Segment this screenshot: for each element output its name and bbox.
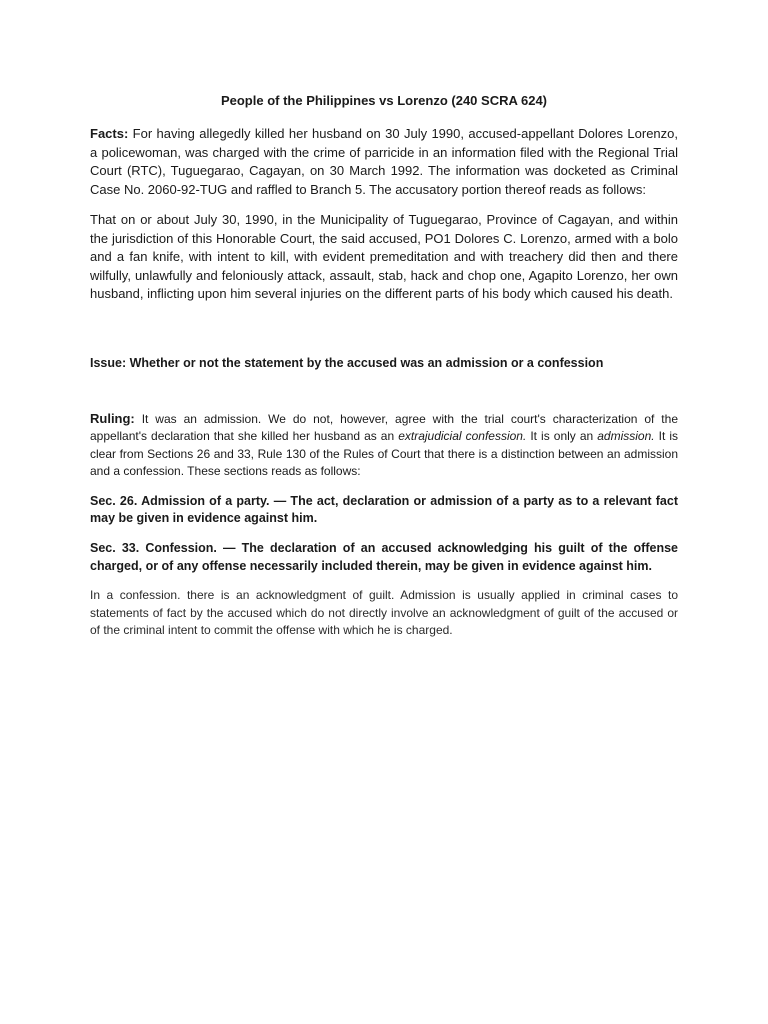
closing-paragraph: In a confession. there is an acknowledgment of guilt. Admission is usually applied in criminal cases to statements of fact by the accused which do not directly involve an acknowledgment of guilt of the accused or of the criminal intent to commit the offense with which he is charged. (90, 588, 678, 638)
ruling-text-3: It is clear from Sections 26 and 33, Rule 130 of the Rules of Court that there is a distinction between an admission and a confession. These sections reads as follows: (90, 429, 678, 479)
section-33-paragraph: Sec. 33. Confession. — The declaration of an accused acknowledging his guilt of the offense charged, or of any offense necessarily included therein, may be given in evidence against him. (90, 541, 678, 573)
document-title: People of the Philippines vs Lorenzo (240 SCRA 624) (220, 93, 548, 108)
section-26-paragraph: Sec. 26. Admission of a party. — The act, declaration or admission of a party as to a relevant fact may be given in evidence against him. (90, 493, 678, 526)
accusatory-paragraph: That on or about July 30, 1990, in the Municipality of Tuguegarao, Province of Cagayan, and within the jurisdiction of this Honorable Court, the said accused, PO1 Dolores C. Lorenzo, armed with a bolo and a fan knife, with intent to kill, with evident premeditation and with treachery did then and there wilfully, unlawfully and feloniously attack, assault, stab, hack and chop one, Agapito Lorenzo, her own husband, inflicting upon him several injuries on the different parts of his body which caused his death. (90, 212, 678, 301)
ruling-italic-1: extrajudicial confession. (398, 429, 527, 444)
document-page (90, 92, 678, 640)
issue-text: Whether or not the statement by the accused was an admission or a confession (126, 355, 604, 370)
issue-paragraph (90, 354, 678, 372)
facts-paragraph (90, 125, 678, 199)
ruling-label: Ruling: (90, 410, 135, 426)
ruling-paragraph (90, 410, 678, 481)
facts-text: For having allegedly killed her husband on 30 July 1990, accused-appellant Dolores Lorenzo, a policewoman, was charged with the crime of parricide in an information filed with the Regional Trial Court (RTC), Tuguegarao, Cagayan, on 30 March 1992. The information was docketed as Criminal Case No. 2060-92-TUG and raffled to Branch 5. The accusatory portion thereof reads as follows: (90, 126, 678, 197)
facts-label: Facts: (90, 126, 129, 141)
ruling-text-2: It is only an (526, 429, 598, 444)
ruling-italic-2: admission. (597, 429, 655, 444)
ruling-text-1: It was an admission. We do not, however, agree with the trial court's characterization of the appellant's declaration that she killed her husband as an (90, 411, 678, 444)
issue-label: Issue: (90, 355, 127, 370)
